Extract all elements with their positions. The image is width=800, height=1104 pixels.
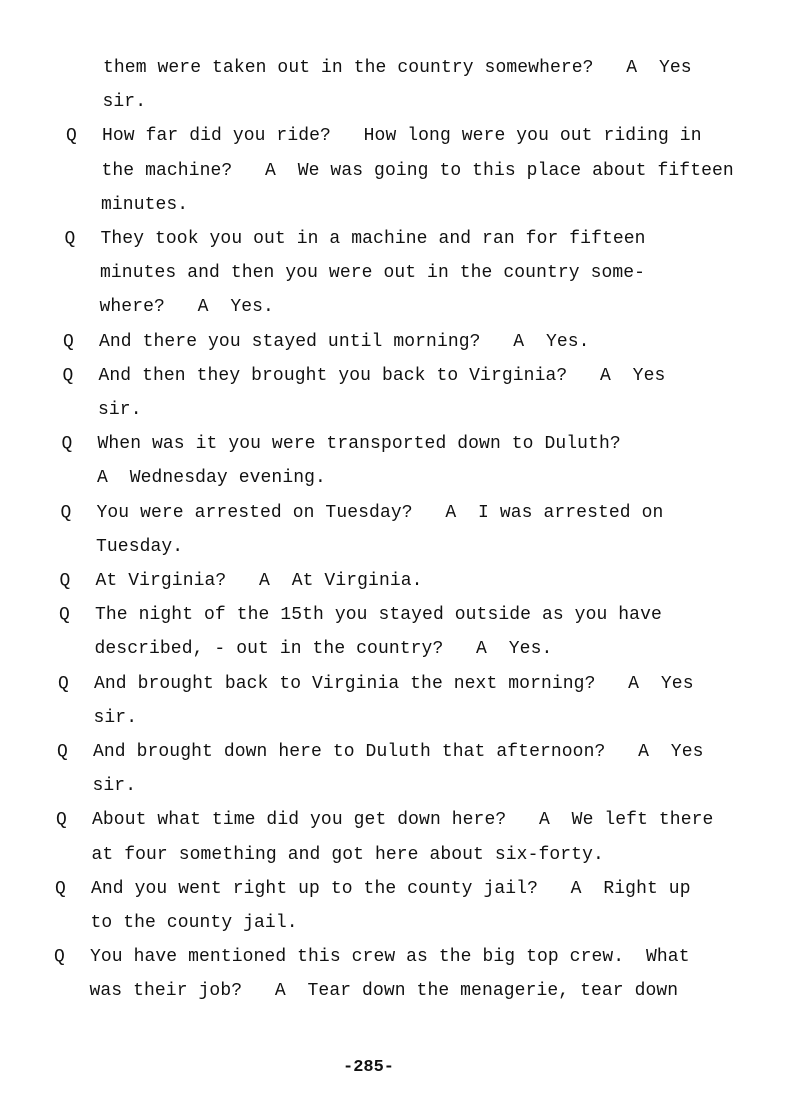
question-marker: Q [59,571,71,591]
transcript-line: them were taken out in the country somewhere? A Yes [103,58,692,78]
transcript-line: to the county jail. [90,913,298,933]
transcript-line: And you went right up to the county jail? A Right up [91,878,691,899]
transcript-line: minutes and then you were out in the country some- [100,263,646,284]
transcript-line: described, - out in the country? A Yes. [94,639,553,660]
transcript-line: And then they brought you back to Virginia? A Yes [98,365,666,386]
question-marker: Q [58,673,69,694]
transcript-line: minutes. [101,194,189,215]
transcript-line: the machine? A We was going to this place about fifteen [101,160,734,181]
transcript-line: at four something and got here about six-forty. [91,844,604,865]
transcript-line: sir. [92,776,137,797]
transcript-line: And brought back to Virginia the next morning? A Yes [94,673,694,694]
transcript-line: About what time did you get down here? A We left there [92,810,714,831]
transcript-line: When was it you were transported down to Duluth? [97,434,621,455]
transcript-line: They took you out in a machine and ran for fifteen [100,229,646,249]
question-marker: Q [55,878,66,899]
transcript-line: sir. [98,400,142,420]
transcript-line: Tuesday. [96,536,184,557]
transcript-line: sir. [93,707,138,728]
transcript-line: How far did you ride? How long were you out riding in [102,126,702,147]
transcript-line: And there you stayed until morning? A Yes. [99,331,590,352]
question-marker: Q [57,742,68,762]
question-marker: Q [62,365,74,386]
question-marker: Q [54,947,65,968]
transcript-line: The night of the 15th you stayed outside as you have [95,605,662,626]
transcript-line: A Wednesday evening. [97,468,326,489]
question-marker: Q [64,229,76,249]
transcript-line: And brought down here to Duluth that afternoon? A Yes [93,742,704,762]
question-marker: Q [60,502,72,523]
question-marker: Q [63,331,74,352]
transcript-line: At Virginia? A At Virginia. [95,571,423,591]
transcript-line: where? A Yes. [99,297,274,318]
question-marker: Q [56,810,67,831]
question-marker: Q [61,434,73,455]
transcript-line: You were arrested on Tuesday? A I was arrested on [96,502,664,523]
transcript-line: sir. [102,92,147,113]
question-marker: Q [66,126,77,147]
question-marker: Q [59,605,70,626]
transcript-line: was their job? A Tear down the menagerie, tear down [89,981,679,1002]
page-number: -285- [343,1058,395,1077]
transcript-line: You have mentioned this crew as the big top crew. What [90,947,690,968]
